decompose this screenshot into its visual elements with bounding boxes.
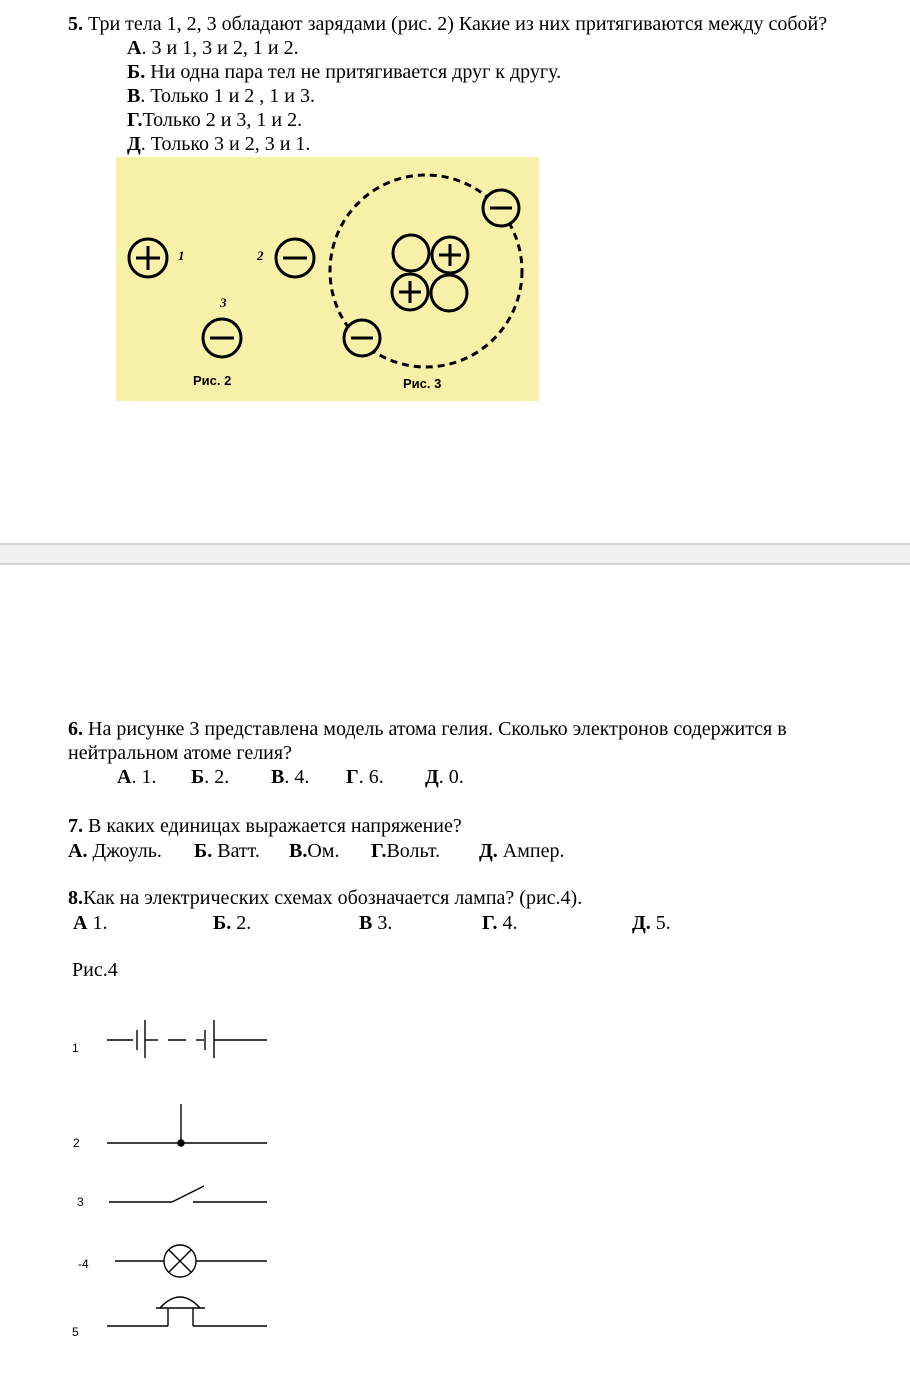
q6-option-letter: В <box>271 766 285 788</box>
q8-option-text: 4. <box>497 912 518 934</box>
q6-option-g <box>346 765 384 789</box>
q8-text: Как на электрических схемах обозначается лампа? (рис.4). <box>83 887 583 909</box>
q7-text: В каких единицах выражается напряжение? <box>83 815 462 837</box>
battery-symbol <box>107 1020 267 1058</box>
q6-option-text: . 0. <box>438 766 464 788</box>
q5-option-letter: Д <box>127 133 141 155</box>
q6-option-letter: Г <box>346 766 359 788</box>
q5-number: 5. <box>68 13 83 35</box>
body-1-positive-charge <box>129 239 167 277</box>
q8-option-text: 3. <box>372 912 393 934</box>
schematic-label-5: 5 <box>72 1325 79 1339</box>
q7-option-text: Ватт. <box>212 840 260 862</box>
q6-option-d <box>425 765 464 789</box>
q8-option-g <box>482 911 517 935</box>
q5-option-text: . 3 и 1, 3 и 2, 1 и 2. <box>141 37 299 59</box>
q5-option-text: . Только 1 и 2 , 1 и 3. <box>140 85 316 107</box>
q8-option-letter: Д. <box>632 912 651 934</box>
charges-figure-drawing <box>116 157 539 401</box>
switch-symbol <box>109 1186 267 1202</box>
q8-option-letter: В <box>359 912 373 934</box>
electron <box>483 190 519 226</box>
q8-option-text: 1. <box>87 912 108 934</box>
body-label-2: 2 <box>257 248 264 263</box>
q8-option-v <box>359 911 392 935</box>
q6-option-letter: А <box>117 766 132 788</box>
q8-option-text: 5. <box>650 912 671 934</box>
q5-option-v <box>127 84 315 108</box>
q8-option-text: 2. <box>231 912 252 934</box>
q8-option-letter: Г. <box>482 912 498 934</box>
body-3-negative-charge <box>203 319 241 357</box>
q5-option-letter: Б. <box>127 61 146 83</box>
q7-option-text: Вольт. <box>386 840 441 862</box>
q7-number: 7. <box>68 815 83 837</box>
q7-option-g <box>371 839 440 863</box>
q8-option-letter: Б. <box>213 912 232 934</box>
q6-question-line2: нейтральном атоме гелия? <box>68 742 292 764</box>
q5-option-letter: А <box>127 37 142 59</box>
q6-text: На рисунке 3 представлена модель атома гелия. Сколько электронов содержится в <box>83 718 787 740</box>
q7-option-letter: Г. <box>371 840 387 862</box>
wire-junction-symbol <box>107 1104 267 1146</box>
q5-option-letter: В <box>127 85 141 107</box>
q7-option-text: Ом. <box>307 840 340 862</box>
q6-option-a <box>117 765 156 789</box>
q6-option-text: . 1. <box>131 766 157 788</box>
q7-option-letter: А. <box>68 840 88 862</box>
q7-option-v <box>289 839 339 863</box>
page-divider <box>0 543 910 565</box>
caption-fig2: Рис. 2 <box>193 373 232 388</box>
q7-option-a <box>68 839 162 863</box>
q7-option-text: Джоуль. <box>87 840 162 862</box>
neutron <box>431 275 467 311</box>
q5-option-a <box>127 36 299 60</box>
q6-option-letter: Д <box>425 766 439 788</box>
q7-option-letter: Д. <box>479 840 498 862</box>
caption-fig3: Рис. 3 <box>403 376 442 391</box>
q6-option-text: . 4. <box>284 766 310 788</box>
schematic-label-2: 2 <box>73 1136 80 1150</box>
q7-option-letter: В. <box>289 840 308 862</box>
schematic-label-3: 3 <box>77 1195 84 1209</box>
body-label-3: 3 <box>220 295 227 310</box>
schematic-label-1: 1 <box>72 1041 79 1055</box>
body-2-negative-charge <box>276 239 314 277</box>
q5-option-b <box>127 60 561 84</box>
q6-number: 6. <box>68 718 83 740</box>
neutron <box>393 235 429 271</box>
q7-option-d <box>479 839 564 863</box>
q5-question <box>68 12 827 36</box>
fig4-schematics <box>0 990 300 1350</box>
charges-figure <box>116 157 539 401</box>
q6-option-letter: Б <box>191 766 205 788</box>
q7-option-b <box>194 839 260 863</box>
atom-nucleus <box>392 235 468 311</box>
q5-option-d <box>127 132 310 156</box>
q8-option-letter: А <box>73 912 88 934</box>
q5-option-letter: Г. <box>127 109 143 131</box>
q8-option-a <box>73 911 107 935</box>
bell-symbol <box>107 1297 267 1326</box>
q6-option-text: . 6. <box>358 766 384 788</box>
q8-number: 8. <box>68 887 83 909</box>
q7-option-text: Ампер. <box>497 840 565 862</box>
q8-question <box>68 886 582 910</box>
q5-option-g <box>127 108 302 132</box>
body-label-1: 1 <box>178 248 185 263</box>
q7-option-letter: Б. <box>194 840 213 862</box>
q8-option-b <box>213 911 251 935</box>
fig4-caption: Рис.4 <box>72 959 118 981</box>
electron <box>344 320 380 356</box>
q6-question-line1 <box>68 717 787 741</box>
q7-question <box>68 814 462 838</box>
schematic-label-4: -4 <box>78 1257 89 1271</box>
q8-option-d <box>632 911 671 935</box>
q5-text: Три тела 1, 2, 3 обладают зарядами (рис. 2) Какие из них притягиваются между собой? <box>83 13 828 35</box>
q6-option-v <box>271 765 309 789</box>
q6-option-b <box>191 765 229 789</box>
q6-option-text: . 2. <box>204 766 230 788</box>
q5-option-text: Ни одна пара тел не притягивается друг к другу. <box>145 61 562 83</box>
q5-option-text: . Только 3 и 2, 3 и 1. <box>140 133 311 155</box>
lamp-symbol <box>115 1245 267 1277</box>
q5-option-text: Только 2 и 3, 1 и 2. <box>142 109 303 131</box>
